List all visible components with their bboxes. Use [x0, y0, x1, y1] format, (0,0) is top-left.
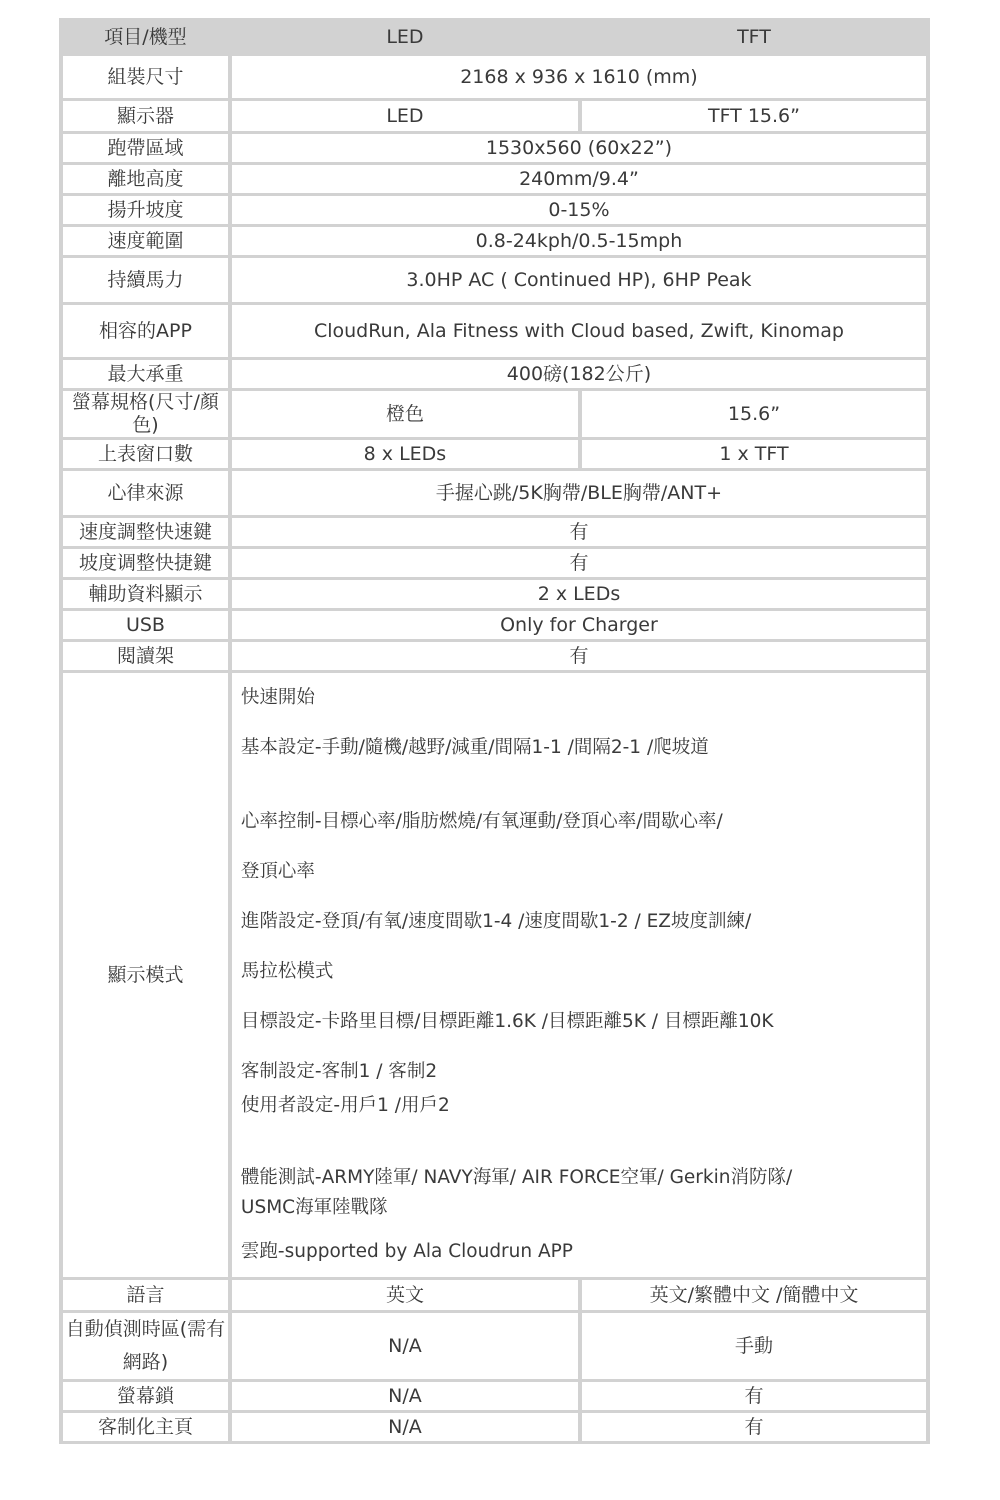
- mode-line: 雲跑-supported by Ala Cloudrun APP: [240, 1241, 573, 1262]
- row-value: 1530x560 (60x22”): [232, 134, 926, 162]
- row-label: 螢幕鎖: [63, 1382, 228, 1410]
- row-label: 閱讀架: [63, 642, 228, 670]
- row-incline-keys: [63, 549, 926, 577]
- row-label: 顯示器: [63, 101, 228, 131]
- row-tft: TFT 15.6”: [582, 101, 926, 131]
- header-tft: TFT: [582, 21, 926, 53]
- row-led: LED: [232, 101, 578, 131]
- row-incline: [63, 196, 926, 224]
- mode-line: 客制設定-客制1 / 客制2: [240, 1061, 438, 1082]
- row-value: 3.0HP AC ( Continued HP), 6HP Peak: [232, 258, 926, 302]
- row-value: 2168 x 936 x 1610 (mm): [232, 56, 926, 98]
- mode-line: 使用者設定-用戶1 /用戶2: [240, 1095, 450, 1116]
- row-tft: 英文/繁體中文 /簡體中文: [582, 1280, 926, 1310]
- row-tft: 有: [582, 1382, 926, 1410]
- row-label: 螢幕規格(尺寸/顏色): [63, 391, 228, 437]
- row-tft: 15.6”: [582, 391, 926, 437]
- row-value: 有: [232, 642, 926, 670]
- mode-line: 進階設定-登頂/有氧/速度間歇1-4 /速度間歇1-2 / EZ坡度訓練/: [240, 911, 752, 932]
- mode-line: 心率控制-目標心率/脂肪燃燒/有氧運動/登頂心率/間歇心率/: [240, 811, 723, 832]
- row-label: 持續馬力: [63, 258, 228, 302]
- mode-line: 登頂心率: [240, 861, 315, 882]
- row-label: 組裝尺寸: [63, 56, 228, 98]
- row-hp: [63, 258, 926, 302]
- row-weight: [63, 360, 926, 388]
- row-tft: 有: [582, 1413, 926, 1441]
- row-tft: 手動: [582, 1313, 926, 1379]
- row-app: [63, 305, 926, 357]
- row-label: 語言: [63, 1280, 228, 1310]
- mode-line: 馬拉松模式: [240, 961, 334, 982]
- modes-list: [232, 673, 926, 1277]
- row-value: 240mm/9.4”: [232, 165, 926, 193]
- mode-line: USMC海軍陸戰隊: [240, 1197, 388, 1218]
- row-speed: [63, 227, 926, 255]
- row-label: 跑帶區域: [63, 134, 228, 162]
- row-label: 上表窗口數: [63, 440, 228, 468]
- row-label: 相容的APP: [63, 305, 228, 357]
- row-label: 客制化主頁: [63, 1413, 228, 1441]
- row-size: [63, 56, 926, 98]
- row-label: 坡度调整快捷鍵: [63, 549, 228, 577]
- row-modes: [63, 673, 926, 1277]
- row-led: 英文: [232, 1280, 578, 1310]
- row-homepage: [63, 1413, 926, 1441]
- row-value: 0.8-24kph/0.5-15mph: [232, 227, 926, 255]
- row-label: 心律來源: [63, 471, 228, 515]
- spec-table: [59, 18, 930, 1444]
- row-usb: [63, 611, 926, 639]
- row-belt: [63, 134, 926, 162]
- row-timezone: [63, 1313, 926, 1379]
- row-value: 有: [232, 518, 926, 546]
- row-label: 速度範圍: [63, 227, 228, 255]
- row-height: [63, 165, 926, 193]
- row-led: N/A: [232, 1413, 578, 1441]
- row-speed-keys: [63, 518, 926, 546]
- row-windows: [63, 440, 926, 468]
- row-value: CloudRun, Ala Fitness with Cloud based, Zwift, Kinomap: [232, 305, 926, 357]
- row-led: 橙色: [232, 391, 578, 437]
- row-aux: [63, 580, 926, 608]
- row-lock: [63, 1382, 926, 1410]
- row-label: 揚升坡度: [63, 196, 228, 224]
- header-led: LED: [232, 21, 578, 53]
- row-label: 速度調整快速鍵: [63, 518, 228, 546]
- row-value: 手握心跳/5K胸帶/BLE胸帶/ANT+: [232, 471, 926, 515]
- row-led: 8 x LEDs: [232, 440, 578, 468]
- row-heart: [63, 471, 926, 515]
- mode-line: 體能測試-ARMY陸軍/ NAVY海軍/ AIR FORCE空軍/ Gerkin消防隊/: [240, 1167, 793, 1188]
- row-label: 自動偵測時區(需有網路): [63, 1313, 228, 1379]
- row-display: [63, 101, 926, 131]
- mode-line: 目標設定-卡路里目標/目標距離1.6K /目標距離5K / 目標距離10K: [240, 1011, 774, 1032]
- row-label: 最大承重: [63, 360, 228, 388]
- row-screen: [63, 391, 926, 437]
- row-rack: [63, 642, 926, 670]
- row-label: 輔助資料顯示: [63, 580, 228, 608]
- header-label: 項目/機型: [63, 21, 228, 53]
- row-label: USB: [63, 611, 228, 639]
- row-led: N/A: [232, 1313, 578, 1379]
- header-row: [63, 21, 926, 53]
- row-label: 離地高度: [63, 165, 228, 193]
- row-language: [63, 1280, 926, 1310]
- row-value: Only for Charger: [232, 611, 926, 639]
- mode-line: 基本設定-手動/隨機/越野/減重/間隔1-1 /間隔2-1 /爬坡道: [240, 737, 709, 758]
- row-value: 有: [232, 549, 926, 577]
- row-label: 顯示模式: [63, 673, 228, 1277]
- row-value: 2 x LEDs: [232, 580, 926, 608]
- row-tft: 1 x TFT: [582, 440, 926, 468]
- mode-line: 快速開始: [240, 687, 315, 708]
- row-value: 400磅(182公斤): [232, 360, 926, 388]
- row-led: N/A: [232, 1382, 578, 1410]
- row-value: 0-15%: [232, 196, 926, 224]
